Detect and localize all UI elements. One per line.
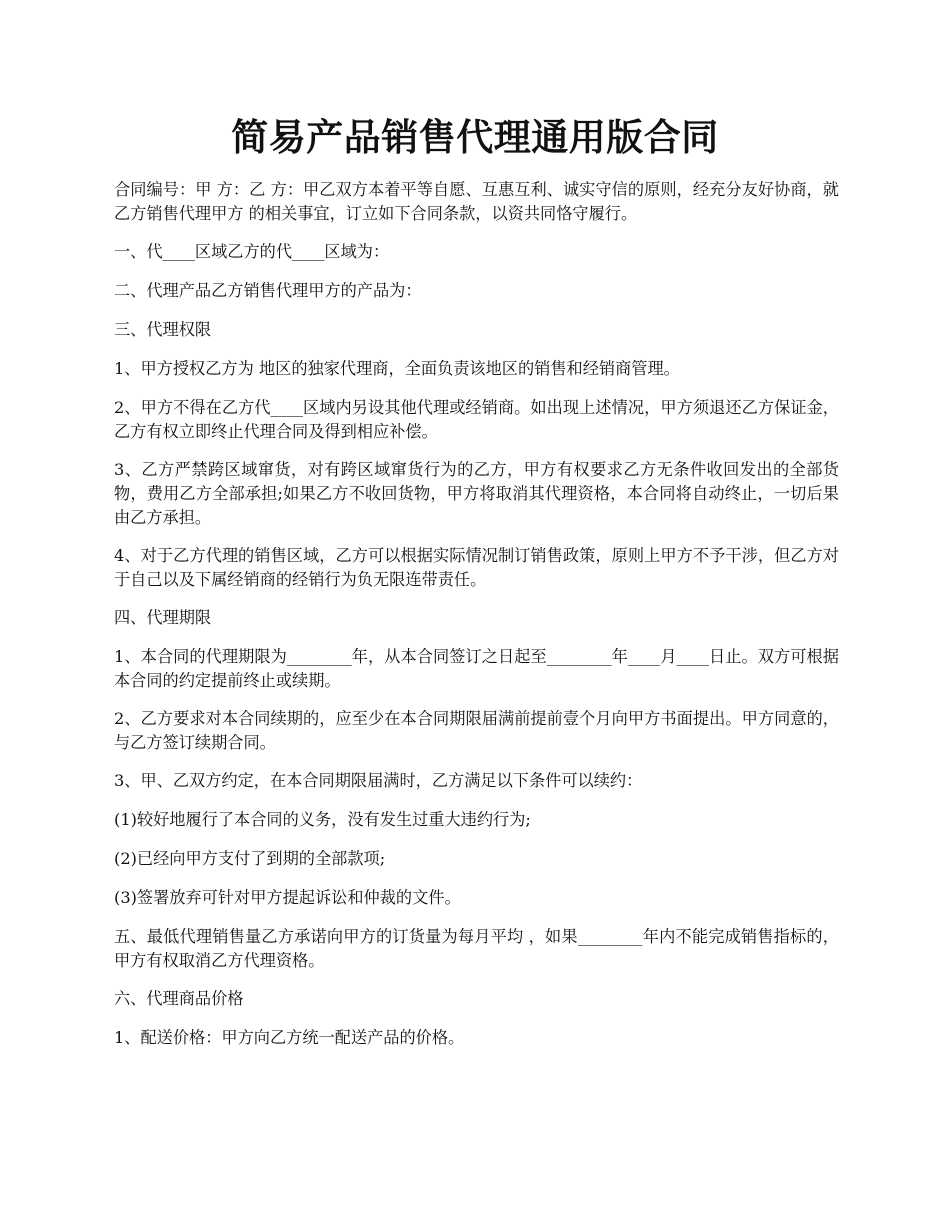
section-3-heading: 三、代理权限 bbox=[114, 320, 212, 339]
document-title: 简易产品销售代理通用版合同 bbox=[231, 115, 719, 159]
section-5-minimum-sales: 五、最低代理销售量乙方承诺向甲方的订货量为每月平均 ，如果________年内不能完成销售指标的，甲方有权取消乙方代理资格。 bbox=[114, 927, 839, 970]
section-6-clause-1: 1、配送价格：甲方向乙方统一配送产品的价格。 bbox=[114, 1028, 465, 1047]
section-6-heading: 六、代理商品价格 bbox=[114, 989, 244, 1008]
section-3-clause-3: 3、乙方严禁跨区域窜货，对有跨区域窜货行为的乙方，甲方有权要求乙方无条件收回发出的全部货物，费用乙方全部承担;如果乙方不收回货物，甲方将取消其代理资格，本合同将自动终止，一切后果由乙方承担。 bbox=[114, 460, 839, 527]
renewal-condition-3: (3)签署放弃可针对甲方提起诉讼和仲裁的文件。 bbox=[114, 888, 461, 907]
section-4-clause-1: 1、本合同的代理期限为________年，从本合同签订之日起至________年____月____日止。双方可根据本合同的约定提前终止或续期。 bbox=[114, 647, 839, 690]
section-4-heading: 四、代理期限 bbox=[114, 608, 212, 627]
section-2-agency-products: 二、代理产品乙方销售代理甲方的产品为： bbox=[114, 281, 422, 300]
renewal-condition-2: (2)已经向甲方支付了到期的全部款项; bbox=[114, 849, 386, 868]
section-3-clause-4: 4、对于乙方代理的销售区域，乙方可以根据实际情况制订销售政策，原则上甲方不予干涉，但乙方对于自己以及下属经销商的经销行为负无限连带责任。 bbox=[114, 546, 839, 589]
renewal-condition-1: (1)较好地履行了本合同的义务，没有发生过重大违约行为; bbox=[114, 810, 531, 829]
section-3-clause-2: 2、甲方不得在乙方代____区域内另设其他代理或经销商。如出现上述情况，甲方须退还乙方保证金，乙方有权立即终止代理合同及得到相应补偿。 bbox=[114, 398, 839, 441]
section-3-clause-1: 1、甲方授权乙方为 地区的独家代理商，全面负责该地区的销售和经销商管理。 bbox=[114, 359, 680, 378]
contract-intro-paragraph: 合同编号：甲 方：乙 方：甲乙双方本着平等自愿、互惠互利、诚实守信的原则，经充分友好协商，就乙方销售代理甲方 的相关事宜，订立如下合同条款，以资共同恪守履行。 bbox=[114, 180, 839, 223]
section-4-clause-2: 2、乙方要求对本合同续期的，应至少在本合同期限届满前提前壹个月向甲方书面提出。甲方同意的，与乙方签订续期合同。 bbox=[114, 709, 839, 752]
section-4-clause-3: 3、甲、乙双方约定，在本合同期限届满时，乙方满足以下条件可以续约： bbox=[114, 771, 643, 790]
document-body bbox=[114, 178, 839, 1065]
section-1-agency-region: 一、代____区域乙方的代____区域为： bbox=[114, 242, 390, 261]
